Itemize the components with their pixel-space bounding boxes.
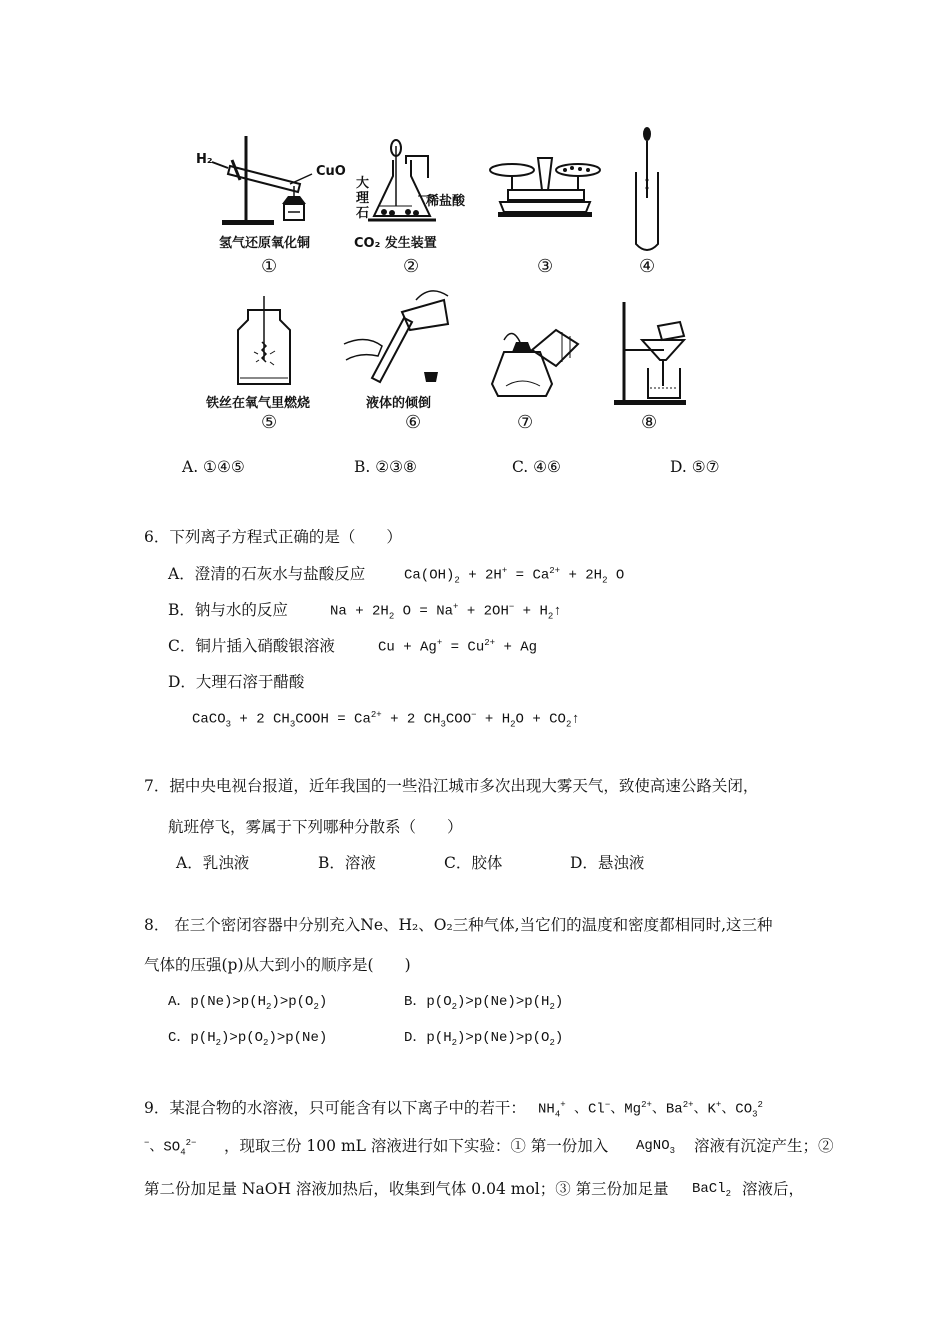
q9-line-1-text: 9．某混合物的水溶液，只可能含有以下离子中的若干：	[144, 1099, 526, 1117]
q5-option-b[interactable]: B. ②③⑧	[354, 458, 417, 476]
q8-option-d[interactable]: D．$p(H_2)>p(Ne)>p(O_2)$	[404, 1030, 564, 1048]
figure-7-number: ⑦	[517, 412, 534, 433]
figure-1-label-h2: H₂	[196, 152, 213, 167]
q7-line-1: 7．据中央电视台报道，近年我国的一些沿江城市多次出现大雾天气，致使高速公路关闭，	[144, 777, 759, 795]
q8-option-b[interactable]: B．$p(O_2)>p(Ne)>p(H_2)$	[404, 994, 564, 1012]
q9-line-2-text: ，现取三份 100 mL 溶液进行如下实验：① 第一份加入	[224, 1137, 609, 1155]
q6-option-d-text: D．大理石溶于醋酸	[168, 673, 305, 691]
figure-5-number: ⑤	[261, 412, 278, 433]
q9-bacl2: BaCl$_2$	[692, 1181, 732, 1199]
q6-option-d-equation: CaCO$_3$ + 2 $CH_3COOH = Ca^{2+} + 2$ $CH_3COO^- + H_2O$ + $CO_2↑$	[192, 710, 580, 730]
q9-line-2-end: 溶液有沉淀产生；②	[694, 1137, 834, 1155]
figure-2-label-li: 理	[356, 191, 370, 206]
figure-1-number: ①	[261, 256, 278, 277]
q7-line-2: 航班停飞，雾属于下列哪种分散系（ ）	[168, 818, 463, 836]
q5-option-a[interactable]: A. ①④⑤	[182, 458, 245, 476]
q6-option-b-text: B．钠与水的反应	[168, 601, 288, 619]
figure-2-label-shi: 石	[356, 206, 370, 221]
q7-option-a[interactable]: A．乳浊液	[176, 854, 250, 872]
q6-option-b-equation: $Na + 2H_2$ $O = Na^+ + 2OH^- + H_2↑$	[330, 602, 562, 622]
q6-option-a-text: A．澄清的石灰水与盐酸反应	[168, 565, 366, 583]
figure-4-number: ④	[639, 256, 656, 277]
q9-agno3: AgNO$_3$	[636, 1138, 676, 1156]
figure-2-number: ②	[403, 256, 420, 277]
figure-8-number: ⑧	[641, 412, 658, 433]
q7-option-d[interactable]: D．悬浊液	[570, 854, 645, 872]
q5-option-d[interactable]: D. ⑤⑦	[670, 458, 720, 476]
q9-ion-list-cont: −、$SO_4^{2-}$	[144, 1138, 197, 1158]
q6-option-a-equation: $Ca(OH)_2 + 2H^+ = Ca^{2+} + 2H_2$ O	[404, 566, 625, 586]
q7-option-b[interactable]: B．溶液	[318, 854, 376, 872]
q5-option-c[interactable]: C. ④⑥	[512, 458, 561, 476]
q8-line-1: 8． 在三个密闭容器中分别充入Ne、H₂、O₂三种气体,当它们的温度和密度都相同时,这三种	[144, 916, 773, 934]
figure-1-label-cuo: CuO	[316, 164, 346, 179]
q6-stem: 6．下列离子方程式正确的是（ ）	[144, 528, 402, 546]
figure-6-number: ⑥	[405, 412, 422, 433]
figure-6-caption: 液体的倾倒	[366, 396, 432, 411]
q9-ion-list: $NH_4^+$ 、Cl−、$Mg^{2+}$、$Ba^{2+}$、K+、$CO_3^2$	[538, 1100, 763, 1120]
figure-1-caption: 氢气还原氧化铜	[219, 236, 311, 251]
q9-line-3-text: 第二份加足量 NaOH 溶液加热后，收集到气体 0.04 mol；③ 第三份加足量	[144, 1180, 669, 1198]
figure-5-caption: 铁丝在氧气里燃烧	[206, 396, 311, 411]
q7-option-c[interactable]: C．胶体	[444, 854, 503, 872]
q8-option-a[interactable]: A．$p(Ne)>p(H_2)>p(O_2)$	[168, 994, 328, 1012]
figure-3-number: ③	[537, 256, 554, 277]
q9-line-3-end: 溶液后，	[742, 1180, 805, 1198]
q8-option-c[interactable]: C．$p(H_2)>p(O_2)>p(Ne)$	[168, 1030, 328, 1048]
q6-option-c-equation: $Cu + Ag^+ = Cu^{2+} + Ag$	[378, 638, 538, 656]
figure-2-caption: CO₂ 发生装置	[354, 236, 437, 251]
figure-2-label-acid: 稀盐酸	[426, 194, 466, 209]
figure-2-label-da: 大	[356, 176, 370, 191]
q6-option-c-text: C．铜片插入硝酸银溶液	[168, 637, 335, 655]
q8-line-2: 气体的压强(p)从大到小的顺序是( )	[144, 956, 411, 974]
